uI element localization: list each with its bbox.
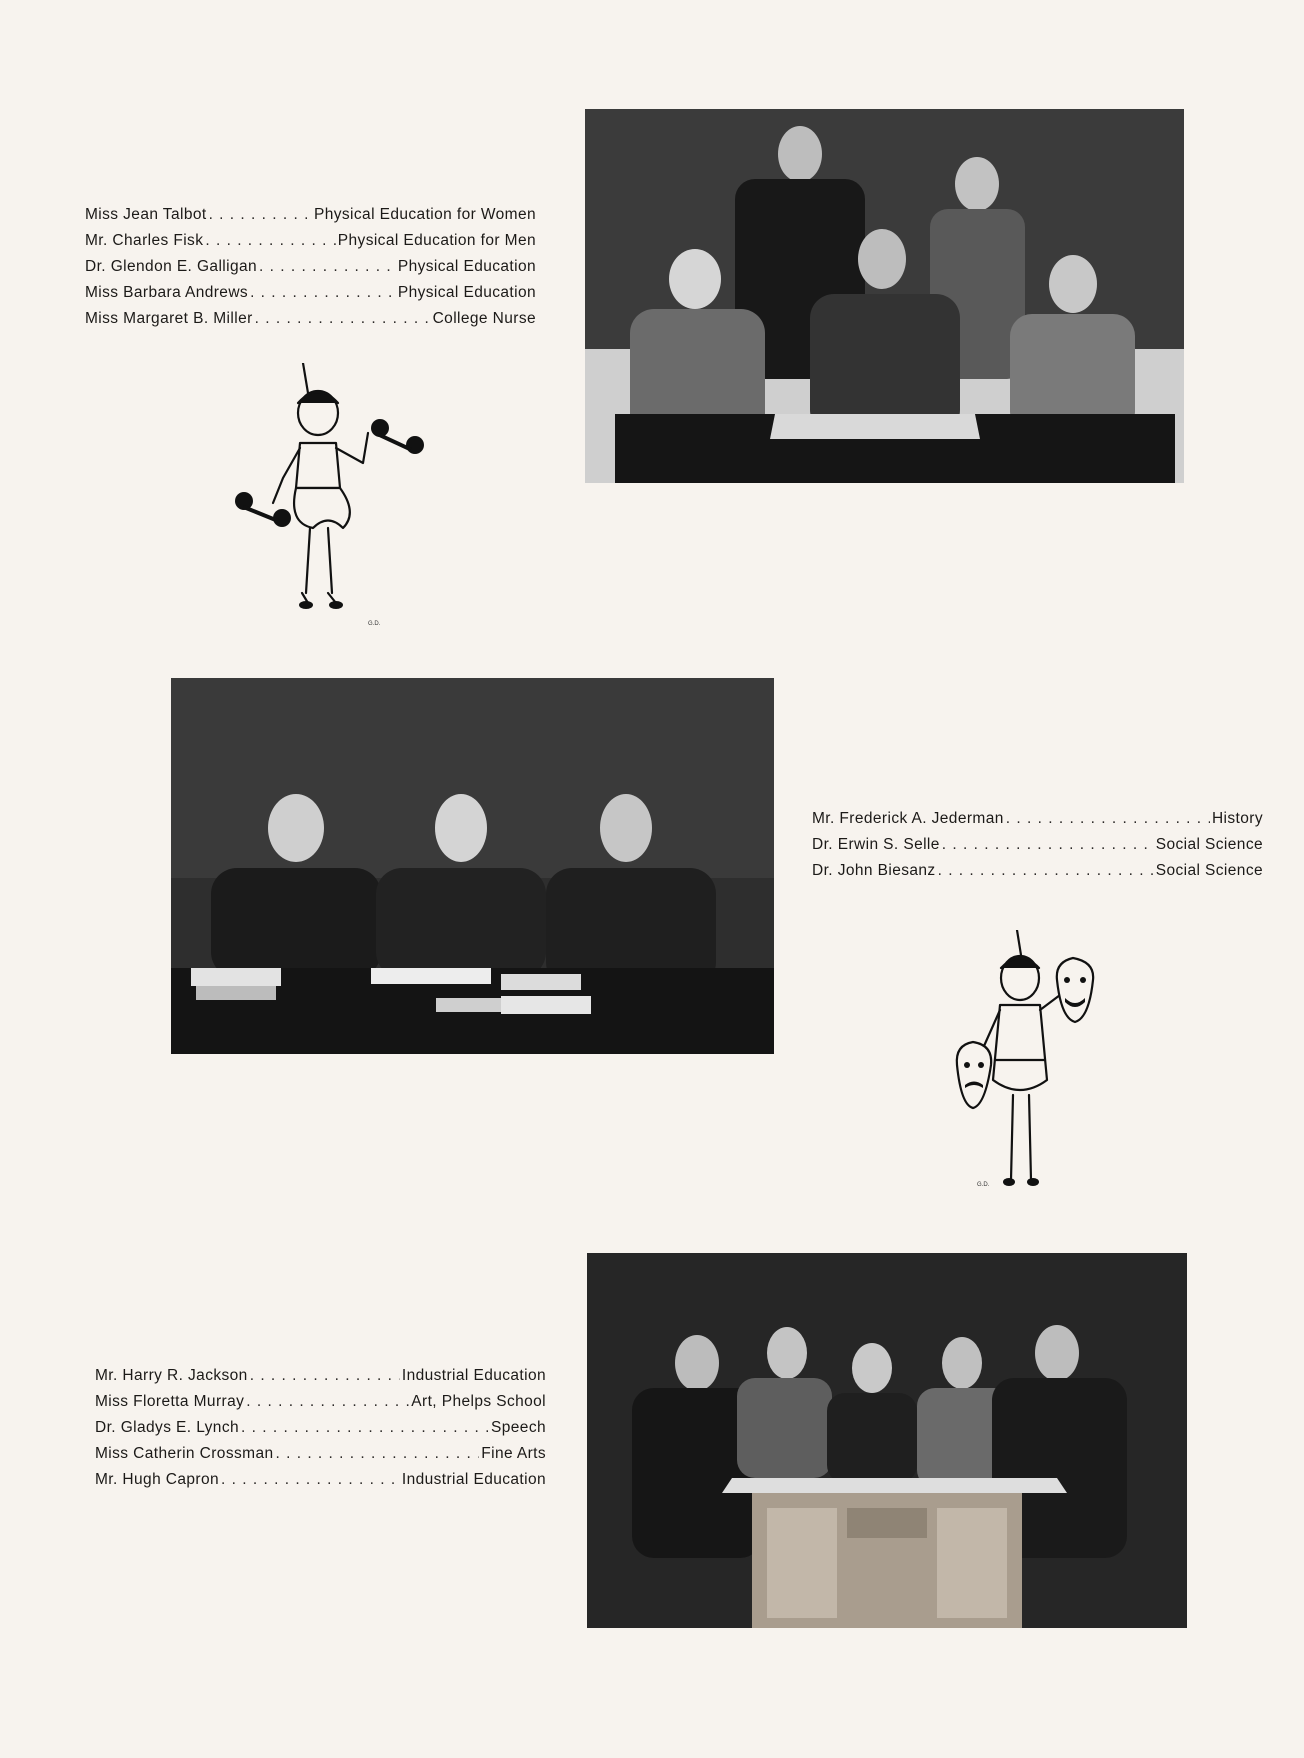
- faculty-department: Social Science: [1155, 836, 1263, 853]
- artist-initials: G.D.: [977, 1182, 990, 1188]
- faculty-department: Speech: [491, 1419, 546, 1436]
- faculty-name: Mr. Charles Fisk: [85, 232, 204, 249]
- roster-row: [812, 806, 1263, 832]
- roster-row: [85, 254, 536, 280]
- roster-row: [812, 832, 1263, 858]
- faculty-department: Industrial Education: [401, 1367, 546, 1384]
- faculty-department: Industrial Education: [401, 1471, 546, 1488]
- faculty-department: Fine Arts: [481, 1445, 546, 1462]
- group-photo-image: [587, 1253, 1187, 1628]
- roster-row: [85, 228, 536, 254]
- arts-faculty-photo: [587, 1253, 1187, 1628]
- faculty-department: Physical Education: [397, 284, 536, 301]
- faculty-department: Art, Phelps School: [411, 1393, 546, 1410]
- faculty-department: Physical Education for Men: [337, 232, 536, 249]
- theater-masks-girl-illustration: [945, 930, 1105, 1195]
- faculty-name: Miss Catherin Crossman: [95, 1445, 274, 1462]
- faculty-department: Physical Education: [397, 258, 536, 275]
- theater-masks-girl-icon: [945, 930, 1105, 1195]
- history-faculty-photo: [171, 678, 774, 1054]
- artist-initials: G.D.: [368, 621, 381, 627]
- faculty-department: College Nurse: [432, 310, 536, 327]
- group-photo-image: [171, 678, 774, 1054]
- faculty-department: History: [1211, 810, 1263, 827]
- roster-row: [95, 1441, 546, 1467]
- dumbbell-girl-illustration: [228, 363, 428, 633]
- faculty-name: Dr. Gladys E. Lynch: [95, 1419, 239, 1436]
- roster-row: [95, 1467, 546, 1493]
- faculty-department: Physical Education for Women: [314, 206, 536, 223]
- history-faculty-roster: [812, 806, 1263, 884]
- group-photo-image: [585, 109, 1184, 483]
- faculty-name: Dr. John Biesanz: [812, 862, 936, 879]
- pe-faculty-photo: [585, 109, 1184, 483]
- roster-row: [812, 858, 1263, 884]
- faculty-name: Mr. Hugh Capron: [95, 1471, 220, 1488]
- faculty-name: Dr. Glendon E. Galligan: [85, 258, 258, 275]
- roster-row: [85, 202, 536, 228]
- faculty-name: Miss Margaret B. Miller: [85, 310, 253, 327]
- dumbbell-girl-icon: [228, 363, 428, 633]
- faculty-name: Mr. Frederick A. Jederman: [812, 810, 1004, 827]
- faculty-name: Miss Barbara Andrews: [85, 284, 249, 301]
- roster-row: [95, 1415, 546, 1441]
- faculty-name: Miss Floretta Murray: [95, 1393, 245, 1410]
- roster-row: [95, 1363, 546, 1389]
- roster-row: [85, 306, 536, 332]
- pe-faculty-roster: [85, 202, 536, 332]
- faculty-name: Miss Jean Talbot: [85, 206, 207, 223]
- arts-faculty-roster: [95, 1363, 546, 1493]
- roster-row: [95, 1389, 546, 1415]
- faculty-name: Dr. Erwin S. Selle: [812, 836, 940, 853]
- faculty-name: Mr. Harry R. Jackson: [95, 1367, 248, 1384]
- roster-row: [85, 280, 536, 306]
- faculty-department: Social Science: [1155, 862, 1263, 879]
